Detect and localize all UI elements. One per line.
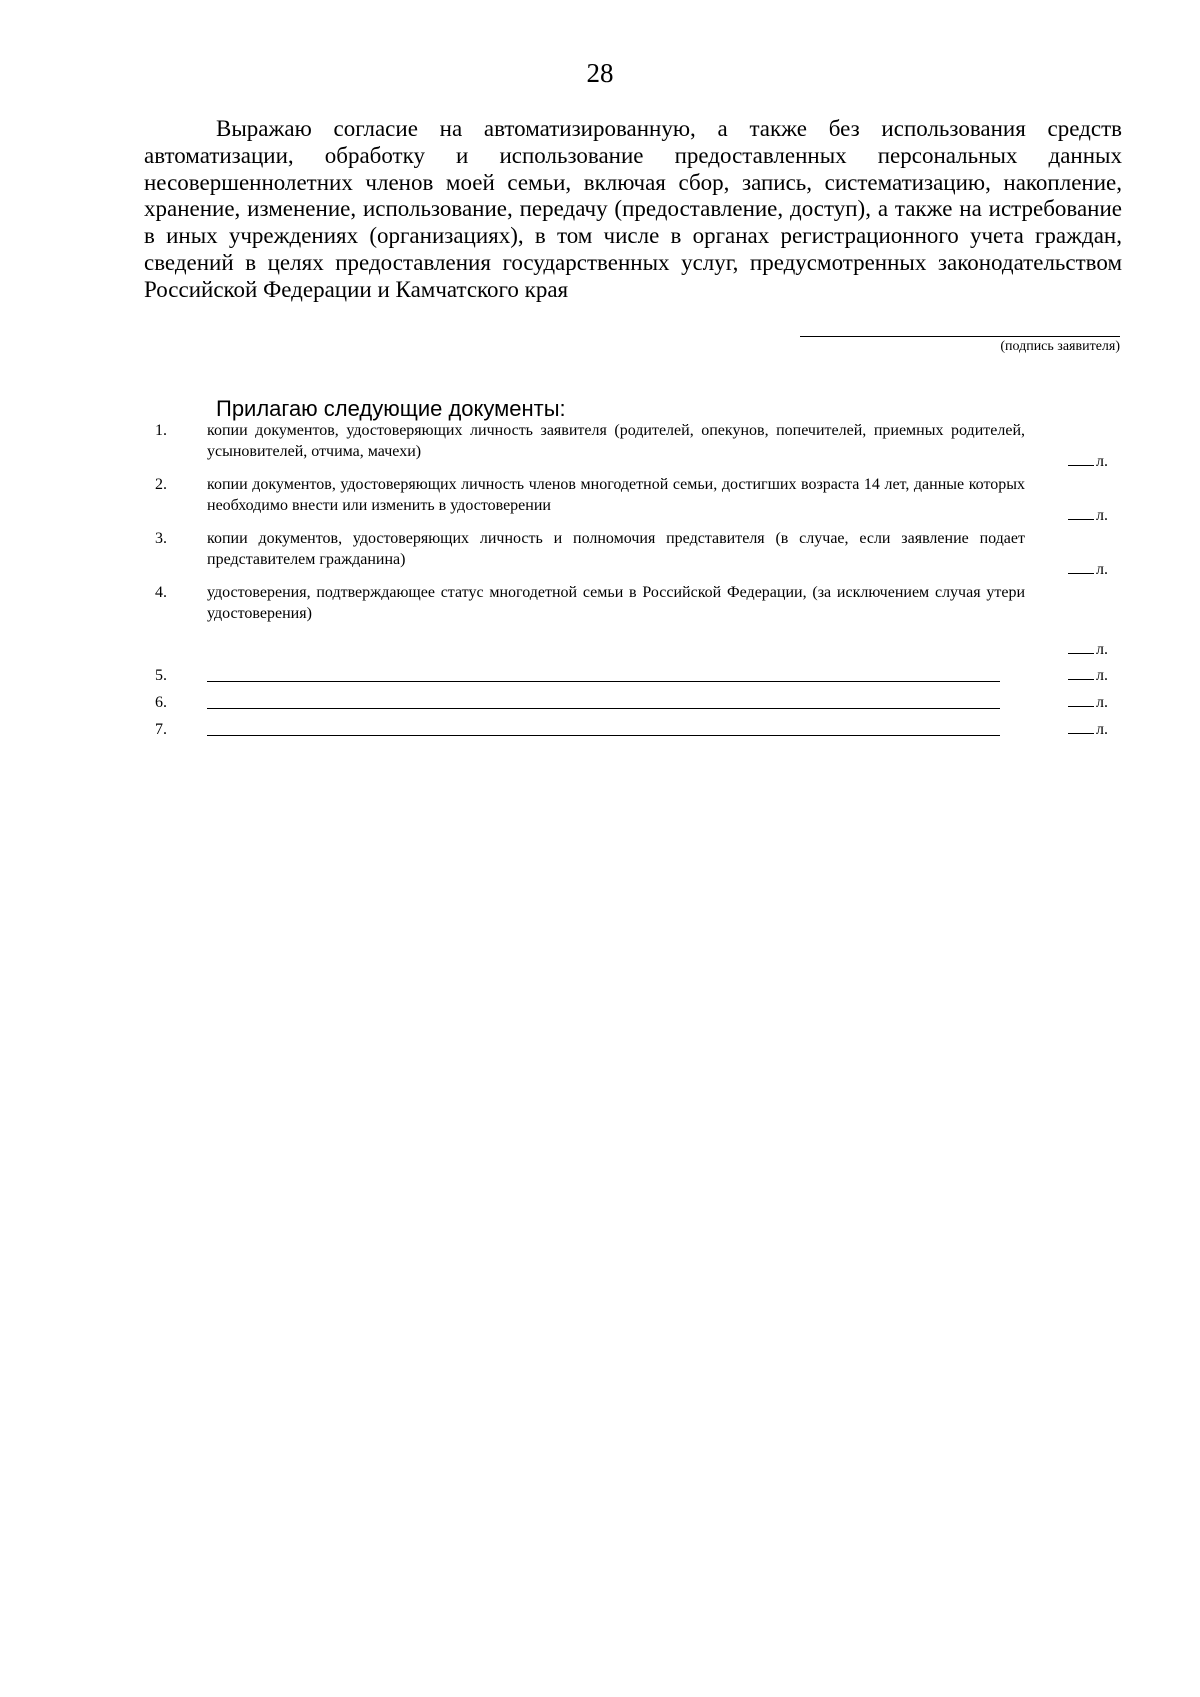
sheets-unit: л. — [1096, 667, 1108, 684]
consent-paragraph: Выражаю согласие на автоматизированную, а также без использования средств автоматизации, обработку и использование предоставленных персональных данных несовершеннолетних членов моей семьи, включая сбор, запись, систематизацию, накопление, хранение, изменение, использование, передачу (предоставление, доступ), а также на истребование в иных учреждениях (организациях), в том числе в органах регистрационного учета граждан, сведений в целях предоставления государственных услуг, предусмотренных законодательством Российской Федерации и Камчатского края — [144, 116, 1122, 302]
sheet-count-blank[interactable] — [1068, 692, 1094, 707]
sheets-unit: л. — [1096, 507, 1108, 524]
sheet-count-blank[interactable] — [1068, 559, 1094, 574]
sheets-unit: л. — [1096, 721, 1108, 738]
sheets-unit: л. — [1096, 694, 1108, 711]
sheets-unit: л. — [1096, 561, 1108, 578]
document-number: 4. — [155, 584, 167, 601]
document-number: 2. — [155, 476, 167, 493]
document-number: 5. — [155, 667, 167, 684]
sheet-count-blank[interactable] — [1068, 451, 1094, 466]
document-fill-line[interactable] — [207, 719, 1000, 736]
documents-heading: Прилагаю следующие документы: — [216, 396, 566, 421]
signature-caption: (подпись заявителя) — [1000, 339, 1120, 354]
sheets-unit: л. — [1096, 453, 1108, 470]
document-fill-line[interactable] — [207, 692, 1000, 709]
document-fill-line[interactable] — [207, 665, 1000, 682]
document-description: копии документов, удостоверяющих личность членов многодетной семьи, достигших возраста 14 лет, данные которых необходимо внести или изменить в удостоверении — [207, 476, 1025, 514]
sheets-unit: л. — [1096, 641, 1108, 658]
document-number: 3. — [155, 530, 167, 547]
sheet-count-blank[interactable] — [1068, 505, 1094, 520]
sheet-count-blank[interactable] — [1068, 639, 1094, 654]
signature-line[interactable] — [800, 336, 1120, 337]
document-description: копии документов, удостоверяющих личность и полномочия представителя (в случае, если заявление подает представителем гражданина) — [207, 530, 1025, 568]
document-description: удостоверения, подтверждающее статус многодетной семьи в Российской Федерации, (за исключением случая утери удостоверения) — [207, 584, 1025, 622]
sheet-count-blank[interactable] — [1068, 719, 1094, 734]
document-description: копии документов, удостоверяющих личность заявителя (родителей, опекунов, попечителей, приемных родителей, усыновителей, отчима, мачехи) — [207, 422, 1025, 460]
sheet-count-blank[interactable] — [1068, 665, 1094, 680]
page-number: 28 — [586, 58, 614, 88]
document-number: 1. — [155, 422, 167, 439]
document-number: 7. — [155, 721, 167, 738]
document-number: 6. — [155, 694, 167, 711]
